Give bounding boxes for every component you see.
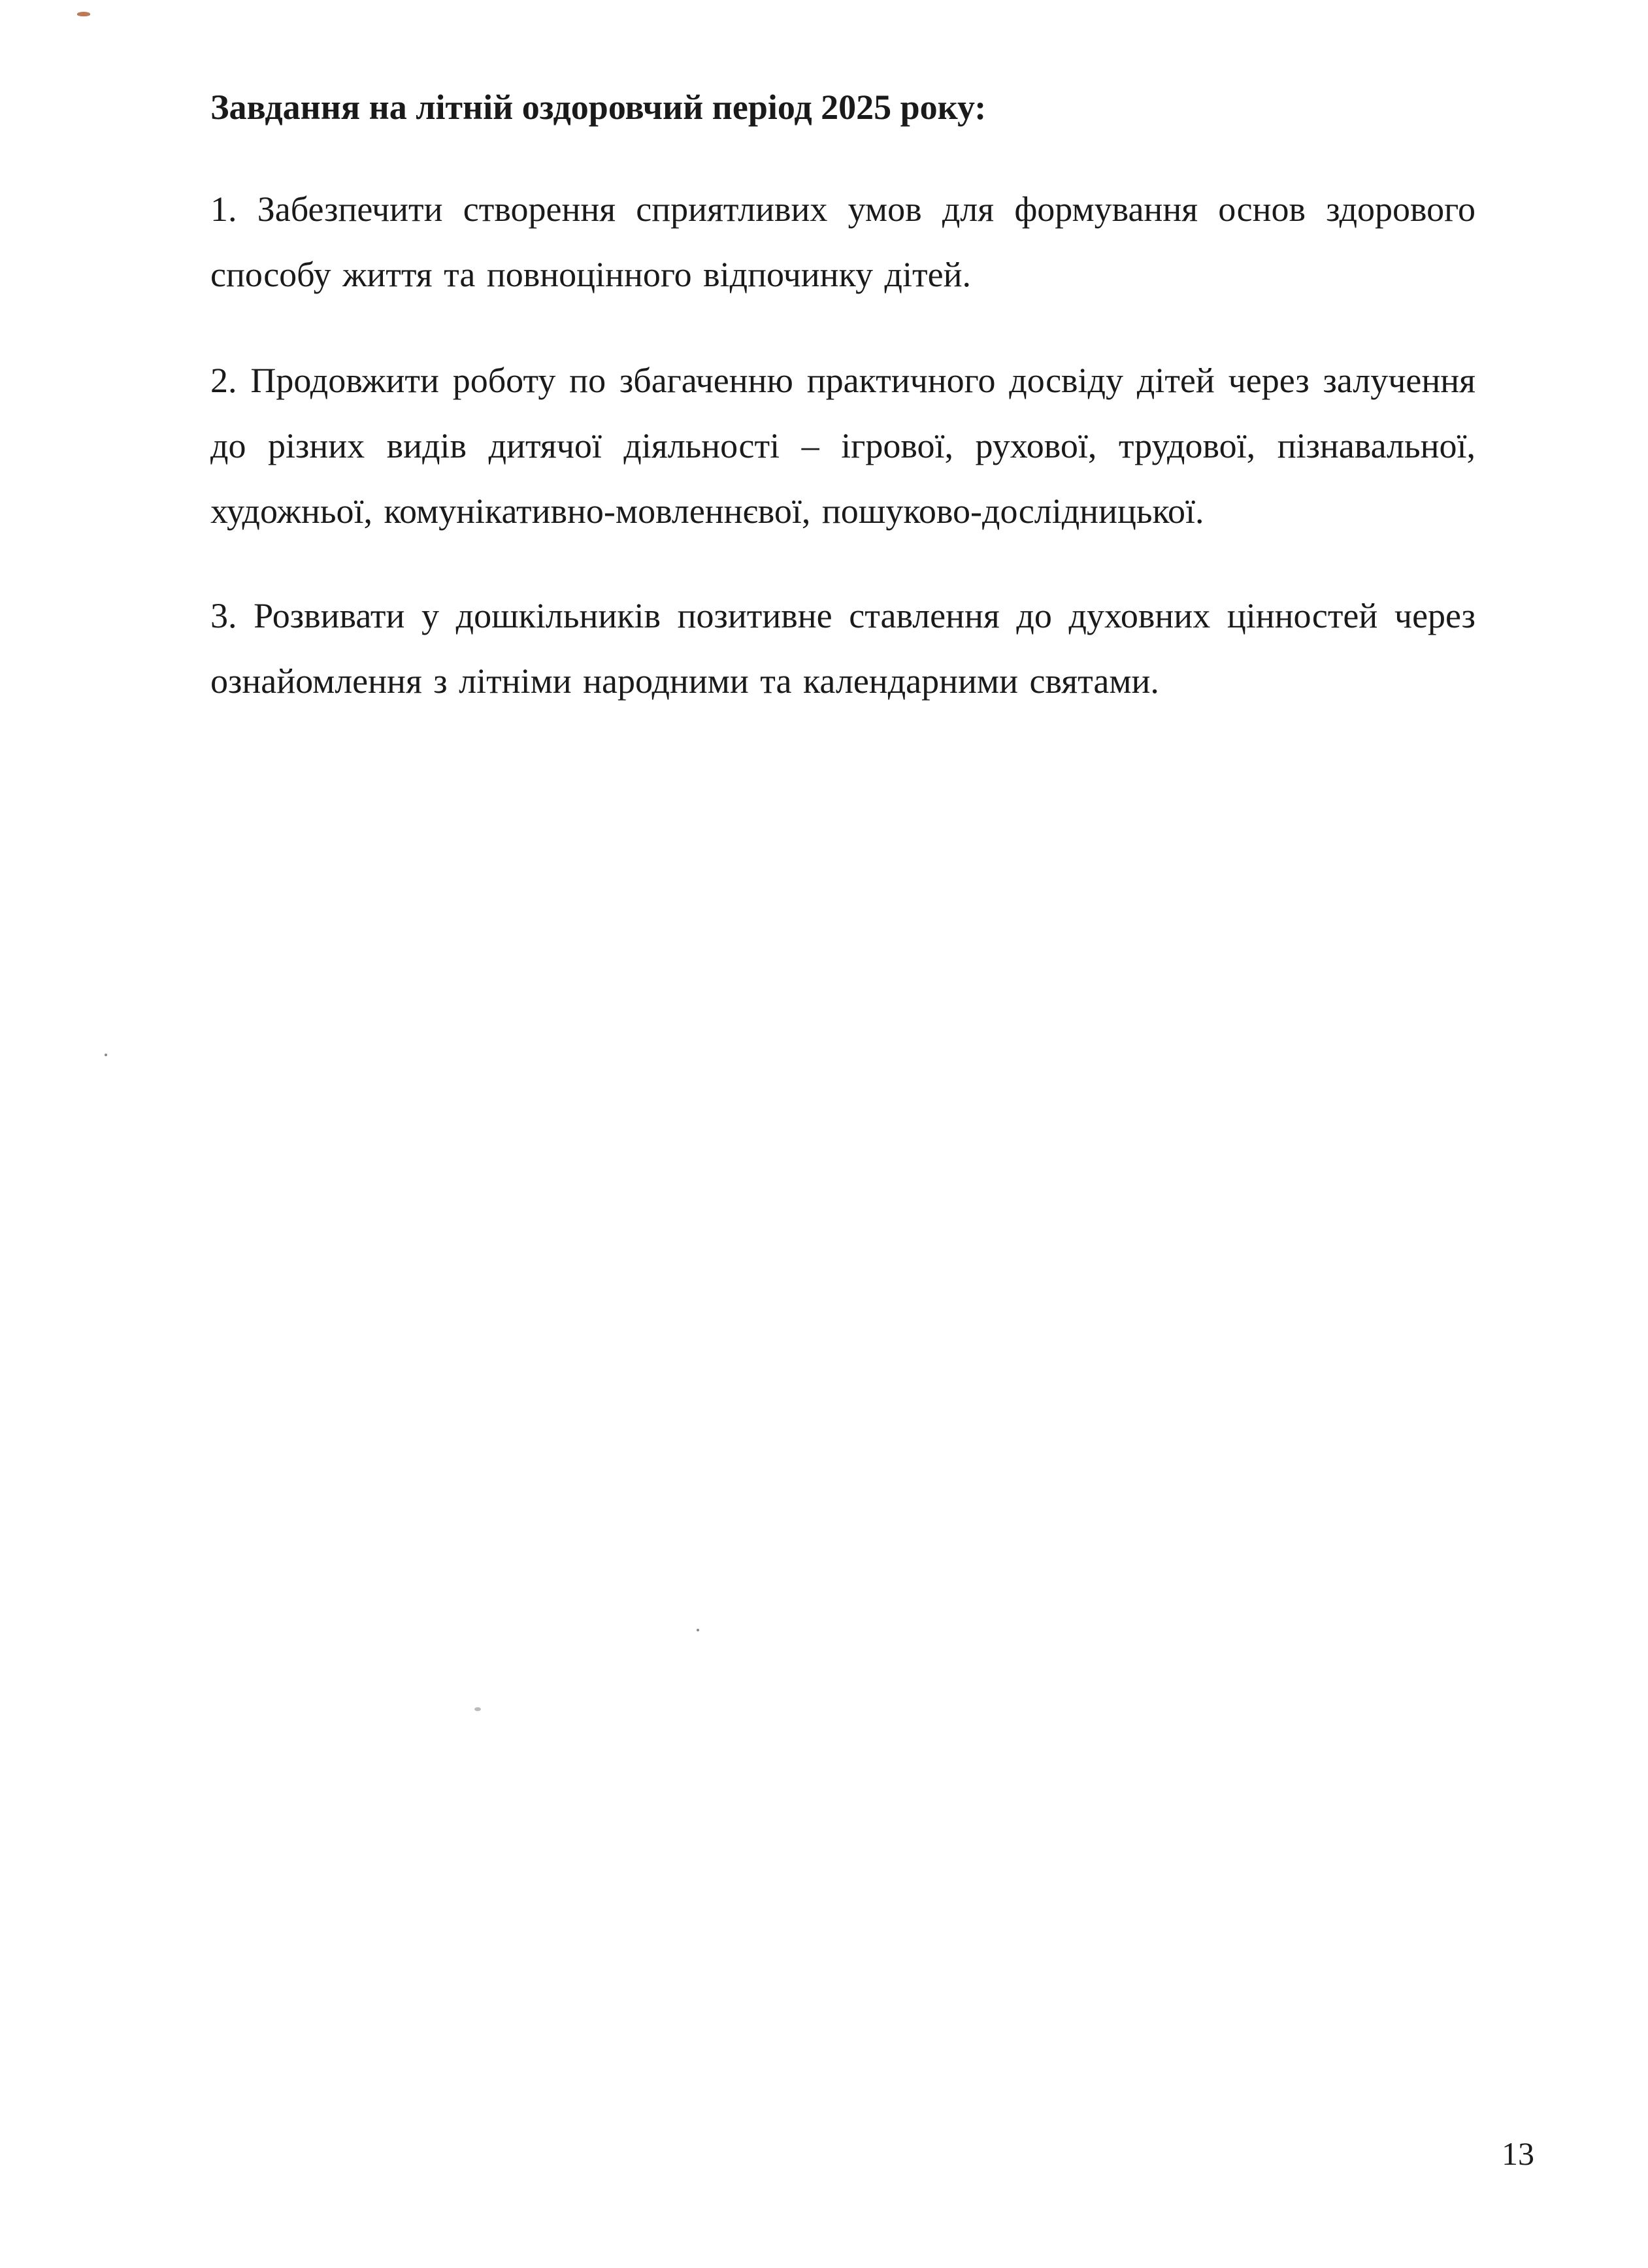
- scan-speck: [697, 1629, 699, 1631]
- scan-speck: [474, 1707, 481, 1711]
- page-heading: Завдання на літній оздоровчий період 2025 року:: [210, 88, 987, 127]
- scan-speck: [105, 1054, 107, 1056]
- scan-mark: [77, 12, 90, 16]
- task-item-2: 2. Продовжити роботу по збагаченню практичного досвіду дітей через залучення до різних видів дитячої діяльності – ігрової, рухової, трудової, пізнавальної, художньої, комунікативно-мовленнєвої, пошуково-дослідницької.: [210, 361, 1475, 531]
- task-item-3: 3. Розвивати у дошкільників позитивне ставлення до духовних цінностей через ознайомлення з літніми народними та календарними святами.: [210, 596, 1475, 701]
- page-number: 13: [1502, 2135, 1534, 2172]
- task-item-1: 1. Забезпечити створення сприятливих умов для формування основ здорового способу життя та повноцінного відпочинку дітей.: [210, 190, 1475, 294]
